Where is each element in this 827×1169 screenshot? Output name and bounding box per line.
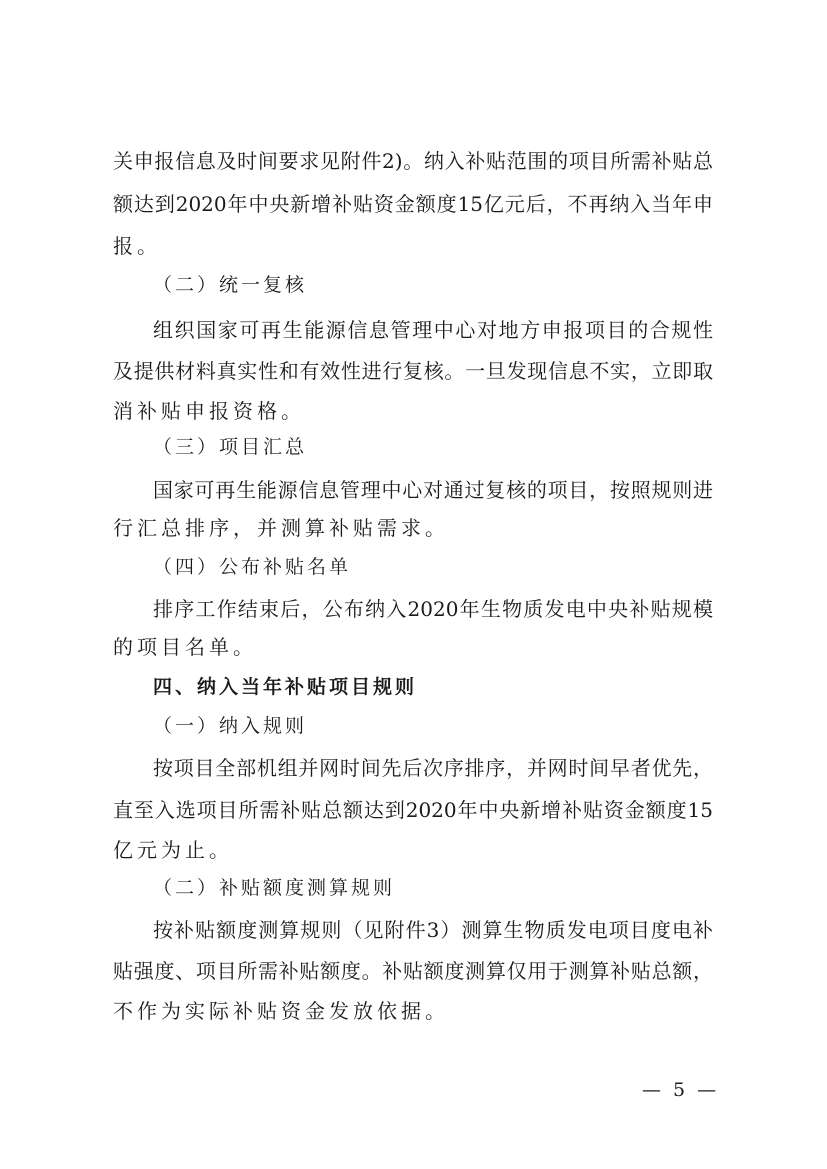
subsection-heading: （一）纳入规则	[153, 715, 308, 737]
paragraph-line: 亿元为止。	[113, 838, 233, 862]
page-number: — 5 —	[642, 1079, 720, 1101]
subsection-heading: （四）公布补贴名单	[153, 556, 352, 578]
subsection-heading: （二）统一复核	[153, 274, 308, 296]
paragraph-line: 不作为实际补贴资金发放依据。	[113, 999, 449, 1023]
paragraph-line: 按项目全部机组并网时间先后次序排序，并网时间早者优先，	[153, 756, 713, 780]
paragraph-line: 贴强度、项目所需补贴额度。补贴额度测算仅用于测算补贴总额，	[113, 959, 713, 983]
paragraph-line: 排序工作结束后，公布纳入2020年生物质发电中央补贴规模	[153, 597, 713, 621]
section-heading: 四、纳入当年补贴项目规则	[153, 676, 418, 698]
paragraph-line: 按补贴额度测算规则（见附件3）测算生物质发电项目度电补	[153, 918, 713, 942]
paragraph-line: 及提供材料真实性和有效性进行复核。一旦发现信息不实，立即取	[113, 359, 713, 383]
paragraph-line: 国家可再生能源信息管理中心对通过复核的项目，按照规则进	[153, 478, 713, 502]
paragraph-line: 的项目名单。	[113, 635, 257, 659]
paragraph-line: 额达到2020年中央新增补贴资金额度15亿元后，不再纳入当年申	[113, 192, 713, 216]
paragraph-line: 关申报信息及时间要求见附件2)。纳入补贴范围的项目所需补贴总	[113, 149, 713, 173]
paragraph-line: 直至入选项目所需补贴总额达到2020年中央新增补贴资金额度15	[113, 798, 713, 822]
paragraph-line: 组织国家可再生能源信息管理中心对地方申报项目的合规性	[153, 318, 713, 342]
subsection-heading: （二）补贴额度测算规则	[153, 877, 396, 899]
subsection-heading: （三）项目汇总	[153, 436, 308, 458]
paragraph-line: 报。	[113, 234, 161, 258]
paragraph-line: 消补贴申报资格。	[113, 399, 305, 423]
paragraph-line: 行汇总排序，并测算补贴需求。	[113, 516, 449, 540]
